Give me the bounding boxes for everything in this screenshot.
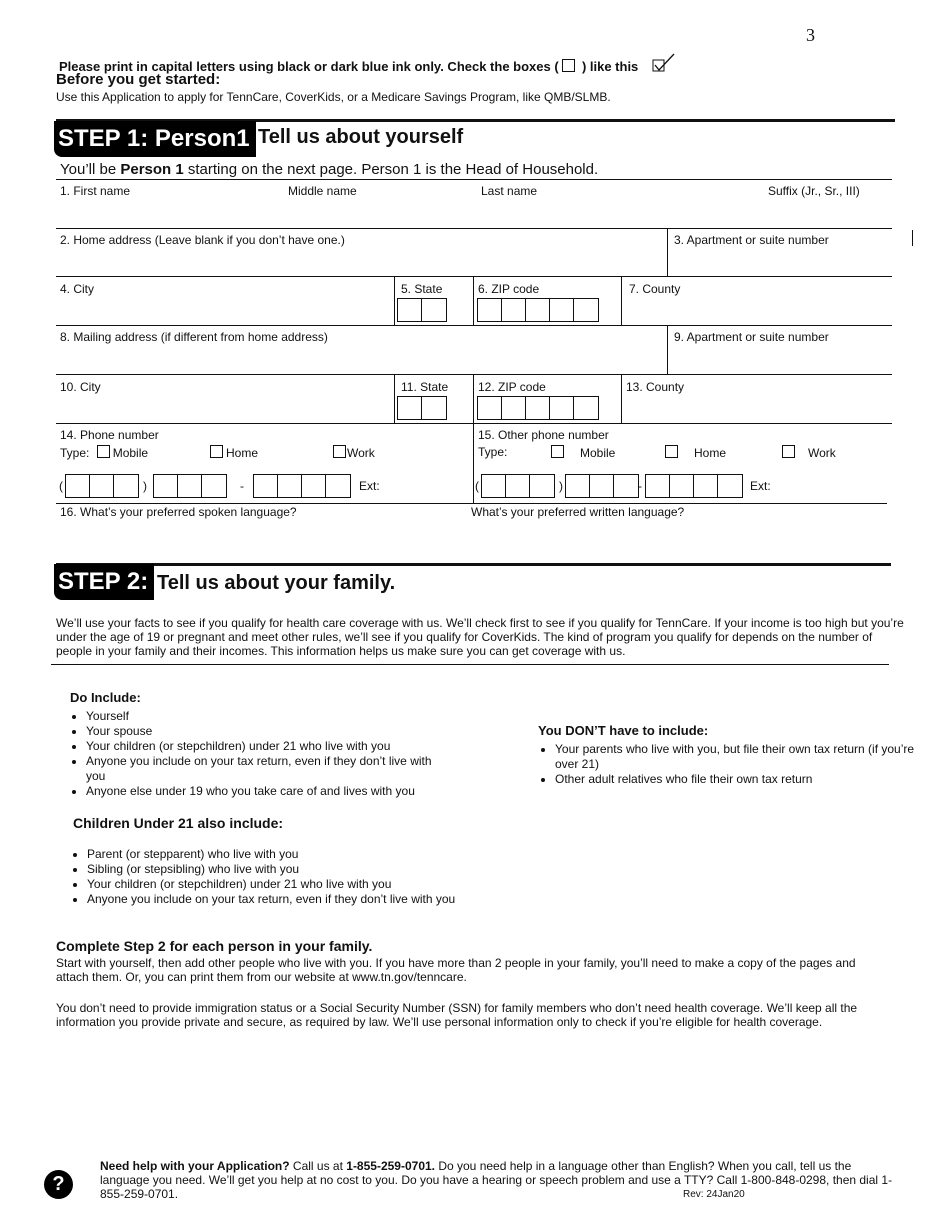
name-input-area[interactable] bbox=[56, 196, 892, 228]
list-item: • Anyone else under 19 who you take care of and lives with you bbox=[86, 784, 446, 799]
city1-label: 4. City bbox=[60, 282, 95, 296]
step1-intro bbox=[60, 161, 598, 178]
suffix-label: Suffix (Jr., Sr., III) bbox=[768, 184, 860, 198]
step2-tag: STEP 2: bbox=[54, 564, 154, 600]
phone-area-code-boxes[interactable] bbox=[65, 474, 139, 498]
phone-type-label: Type: bbox=[60, 446, 90, 460]
help-b: Do you need help in a language other than English? When you call, tell us the language you need. We’ll get you help at no cost to you. Do you have a hearing or speech problem and use a TTY? Call 1-800-848-0298, then dial 1-855-259-0701. bbox=[100, 1159, 893, 1201]
mailing-address-input[interactable] bbox=[56, 344, 666, 374]
page-number: 3 bbox=[806, 25, 815, 45]
home-label: Home bbox=[226, 446, 259, 460]
home-address-label: 2. Home address (Leave blank if you don’t have one.) bbox=[60, 233, 345, 247]
phone-label: 14. Phone number bbox=[60, 428, 159, 442]
dont-include-list bbox=[537, 742, 915, 787]
written-language-label: What’s your preferred written language? bbox=[471, 505, 685, 519]
middle-name-label: Middle name bbox=[288, 184, 357, 198]
step1-intro-person: Person 1 bbox=[120, 161, 184, 178]
list-item: • Your children (or stepchildren) under 21 who live with you bbox=[87, 877, 507, 892]
revision-label: Rev: 24Jan20 bbox=[683, 1189, 745, 1200]
home-checkbox[interactable] bbox=[210, 445, 223, 458]
list-item: • Anyone you include on your tax return, even if they don’t live with you bbox=[86, 754, 446, 784]
other-phone-dash: - bbox=[638, 479, 642, 493]
children-include-list bbox=[69, 847, 507, 907]
instructions-text-b: . Check the boxes ( bbox=[440, 59, 559, 74]
empty-checkbox-example-icon bbox=[562, 59, 575, 72]
state2-boxes[interactable] bbox=[397, 396, 447, 420]
list-item: • Parent (or stepparent) who live with you bbox=[87, 847, 507, 862]
mailing-address-label: 8. Mailing address (if different from home address) bbox=[60, 330, 328, 344]
other-phone-open-paren: ( bbox=[475, 479, 479, 493]
zip2-label: 12. ZIP code bbox=[478, 380, 546, 394]
step2-title: Tell us about your family. bbox=[157, 572, 396, 594]
step2-intro: We’ll use your facts to see if you qualify for health care coverage with us. We’ll check first to see if you qualify for TennCare. If your income is too high but you’re under the age of 19 or pregnant and meet other rules, we’ll see if you qualify for CoverKids. The kind of program you qualify for depends on the number of people in your family and their incomes. This information helps us make sure you can get coverage with us. bbox=[56, 616, 904, 658]
instructions-text-c: ) like this bbox=[581, 59, 639, 74]
home-address-input[interactable] bbox=[56, 246, 666, 276]
step1-tag: STEP 1: Person1 bbox=[54, 121, 256, 157]
phone-type-row bbox=[60, 445, 148, 460]
zip2-boxes[interactable] bbox=[477, 396, 599, 420]
list-item: • Other adult relatives who file their own tax return bbox=[555, 772, 915, 787]
do-include-list bbox=[68, 709, 446, 799]
before-text: Use this Application to apply for TennCare, CoverKids, or a Medicare Savings Program, like QMB/SLMB. bbox=[56, 90, 611, 104]
spoken-language-label: 16. What’s your preferred spoken language? bbox=[60, 505, 297, 519]
county1-label: 7. County bbox=[629, 282, 681, 296]
first-name-label: 1. First name bbox=[60, 184, 131, 198]
state2-label: 11. State bbox=[401, 380, 449, 394]
work-checkbox[interactable] bbox=[333, 445, 346, 458]
other-phone-line-boxes[interactable] bbox=[645, 474, 743, 498]
children-title: Children Under 21 also include: bbox=[73, 815, 284, 831]
mobile-label: Mobile bbox=[112, 446, 149, 460]
state1-label: 5. State bbox=[401, 282, 443, 296]
help-bold: Need help with your Application? bbox=[100, 1159, 290, 1173]
other-home-checkbox[interactable] bbox=[665, 445, 678, 458]
other-phone-type-label: Type: bbox=[478, 445, 508, 459]
other-phone-label: 15. Other phone number bbox=[478, 428, 609, 442]
dont-include-title: You DON’T have to include: bbox=[538, 723, 709, 738]
apt1-input[interactable] bbox=[668, 246, 892, 276]
zip1-boxes[interactable] bbox=[477, 298, 599, 322]
work-label: Work bbox=[347, 446, 375, 460]
apt2-label: 9. Apartment or suite number bbox=[674, 330, 829, 344]
phone-close-paren: ) bbox=[143, 479, 147, 493]
language-input-area[interactable] bbox=[56, 520, 892, 560]
other-phone-close-paren: ) bbox=[559, 479, 563, 493]
state1-boxes[interactable] bbox=[397, 298, 447, 322]
apt1-label: 3. Apartment or suite number bbox=[674, 233, 829, 247]
checked-box-example-icon bbox=[652, 52, 678, 74]
step1-intro-c: starting on the next page. Person 1 is the Head of Household. bbox=[183, 161, 599, 178]
step1-title: Tell us about yourself bbox=[258, 126, 464, 148]
step1-intro-a: You’ll be bbox=[60, 161, 121, 178]
other-mobile-label: Mobile bbox=[580, 446, 616, 460]
other-phone-area-code-boxes[interactable] bbox=[481, 474, 555, 498]
list-item: • Your parents who live with you, but file their own tax return (if you’re over 21) bbox=[555, 742, 915, 772]
list-item: • Anyone you include on your tax return, even if they don’t live with you bbox=[87, 892, 507, 907]
do-include-title: Do Include: bbox=[70, 690, 141, 705]
list-item: • Yourself bbox=[86, 709, 446, 724]
list-item: • Your spouse bbox=[86, 724, 446, 739]
phone-dash: - bbox=[240, 479, 244, 493]
help-a: Call us at bbox=[289, 1159, 347, 1173]
other-home-label: Home bbox=[694, 446, 727, 460]
phone-prefix-boxes[interactable] bbox=[153, 474, 227, 498]
before-title: Before you get started: bbox=[56, 71, 221, 88]
list-item: • Sibling (or stepsibling) who live with you bbox=[87, 862, 507, 877]
phone-ext-label: Ext: bbox=[359, 479, 380, 493]
mobile-checkbox[interactable] bbox=[97, 445, 110, 458]
instructions-text-a: Please print in capital letters using black or dark blue ink only bbox=[59, 59, 441, 74]
complete-title: Complete Step 2 for each person in your family. bbox=[56, 938, 373, 954]
privacy-text: You don’t need to provide immigration status or a Social Security Number (SSN) for family members who don’t need health coverage. We’ll keep all the information you provide private and secure, as required by law. We’ll use personal information only to check if you’re eligible for health coverage. bbox=[56, 1001, 858, 1029]
other-phone-prefix-boxes[interactable] bbox=[565, 474, 639, 498]
help-phone: 1-855-259-0701. bbox=[346, 1159, 435, 1173]
phone-open-paren: ( bbox=[59, 479, 63, 493]
city2-label: 10. City bbox=[60, 380, 101, 394]
other-work-checkbox[interactable] bbox=[782, 445, 795, 458]
other-mobile-checkbox[interactable] bbox=[551, 445, 564, 458]
phone-line-boxes[interactable] bbox=[253, 474, 351, 498]
complete-text: Start with yourself, then add other people who live with you. If you have more than 2 people in your family, you’ll need to make a copy of the pages and attach them. Or, you can print them from our website at www.tn.gov/tenncare. bbox=[56, 956, 856, 984]
list-item: • Your children (or stepchildren) under 21 who live with you bbox=[86, 739, 446, 754]
other-phone-ext-label: Ext: bbox=[750, 479, 771, 493]
help-text bbox=[100, 1159, 900, 1201]
help-icon: ? bbox=[44, 1170, 73, 1199]
last-name-label: Last name bbox=[481, 184, 538, 198]
county2-label: 13. County bbox=[626, 380, 685, 394]
zip1-label: 6. ZIP code bbox=[478, 282, 540, 296]
other-work-label: Work bbox=[808, 446, 836, 460]
